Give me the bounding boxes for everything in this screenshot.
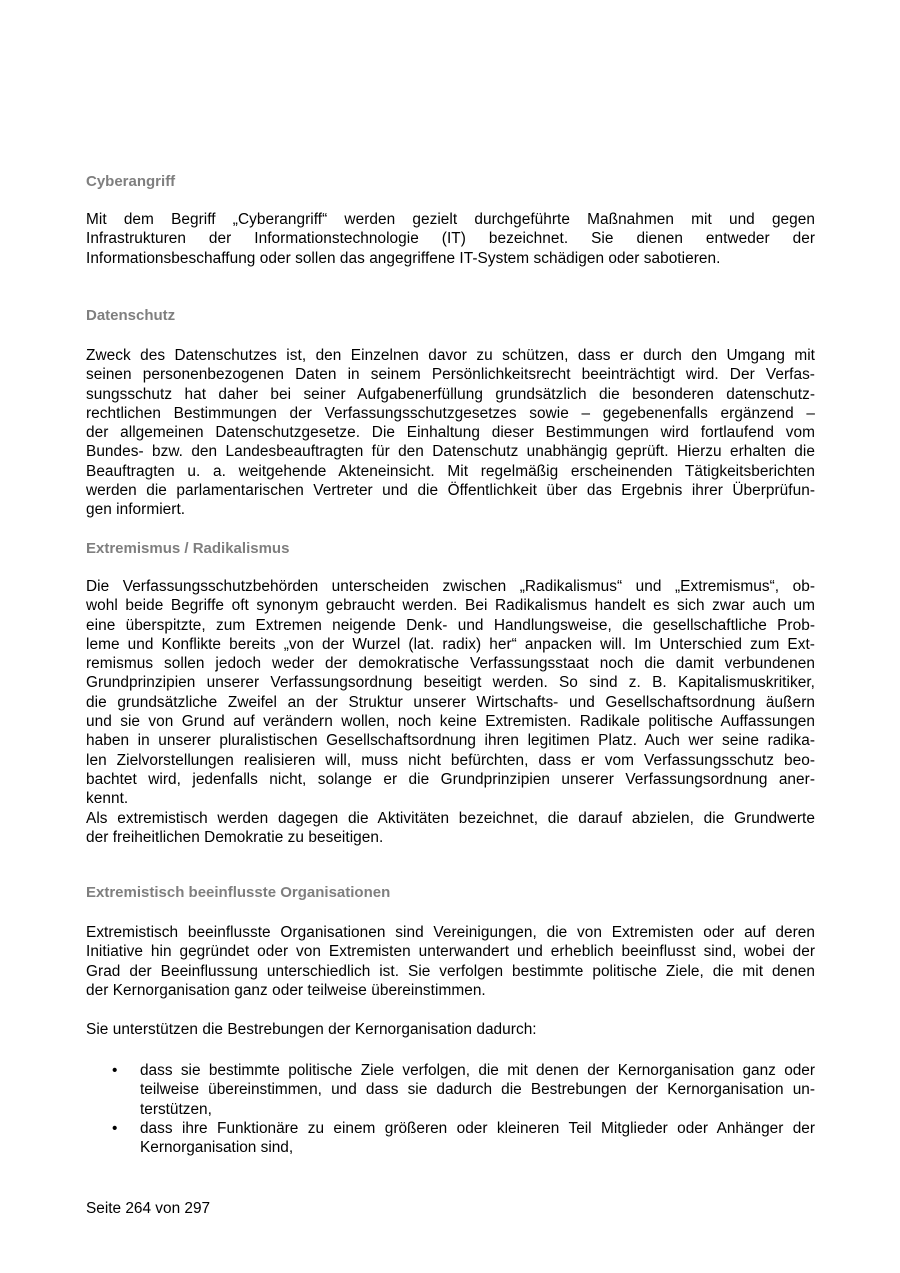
text-line: sungsschutz hat daher bei seiner Aufgabenerfüllung grundsätzlich die besonderen datenschutz-	[86, 385, 815, 403]
text-line: Extremistisch beeinflusste Organisationen sind Vereinigungen, die von Extremisten oder auf deren	[86, 924, 815, 941]
text-line: teilweise übereinstimmen, und dass sie dadurch die Bestrebungen der Kernorganisation un-	[140, 1081, 815, 1099]
text-line: gen informiert.	[86, 501, 186, 519]
page-number: Seite 264 von 297	[86, 1200, 211, 1217]
text-line: dass ihre Funktionäre zu einem größeren oder kleineren Teil Mitglieder oder Anhänger der	[140, 1119, 815, 1137]
paragraph-datenschutz	[86, 346, 815, 520]
text-line: Mit dem Begriff „Cyberangriff“ werden gezielt durchgeführte Maßnahmen mit und gegen	[86, 211, 815, 228]
text-line: Bundes- bzw. den Landesbeauftragten für den Datenschutz unabhängig geprüft. Hierzu erhalten die	[86, 443, 815, 461]
text-line: Sie unterstützen die Bestrebungen der Kernorganisation dadurch:	[86, 1021, 537, 1038]
text-line: wohl beide Begriffe oft synonym gebraucht werden. Bei Radikalismus handelt es sich zwar auch um	[86, 597, 815, 615]
heading-extremismus-radikalismus: Extremismus / Radikalismus	[86, 540, 290, 557]
text-line: Zweck des Datenschutzes ist, den Einzelnen davor zu schützen, dass er durch den Umgang mit	[86, 347, 815, 364]
text-line: werden die parlamentarischen Vertreter und die Öffentlichkeit über das Ergebnis ihrer Überprüfun-	[86, 482, 815, 500]
paragraph-intro	[86, 1020, 815, 1039]
text-line: der allgemeinen Datenschutzgesetze. Die Einhaltung dieser Bestimmungen wird fortlaufend vom	[86, 424, 815, 442]
text-line: Kernorganisation sind,	[140, 1139, 294, 1157]
paragraph-extremistisch-beeinflusste-organisationen	[86, 923, 815, 1000]
bullet-icon: •	[112, 1119, 118, 1137]
text-line: remismus sollen jedoch weder der demokratische Verfassungsstaat noch die damit verbundenen	[86, 655, 815, 673]
text-line: dass sie bestimmte politische Ziele verfolgen, die mit denen der Kernorganisation ganz oder	[140, 1062, 815, 1079]
heading-datenschutz: Datenschutz	[86, 307, 176, 324]
list-item	[86, 1119, 815, 1158]
document-page	[86, 0, 815, 1273]
text-line: Informationsbeschaffung oder sollen das angegriffene IT-System schädigen oder sabotieren.	[86, 249, 721, 267]
text-line: und sie von Grund auf verändern wollen, noch keine Extremisten. Radikale politische Auffassungen	[86, 713, 815, 731]
bullet-icon: •	[112, 1062, 118, 1079]
text-line: kennt.	[86, 790, 129, 808]
text-line: eine überspitzte, zum Extremen neigende Denk- und Handlungsweise, die gesellschaftliche Prob-	[86, 616, 815, 634]
text-line: der freiheitlichen Demokratie zu beseitigen.	[86, 828, 384, 846]
text-line: der Kernorganisation ganz oder teilweise übereinstimmen.	[86, 981, 486, 999]
paragraph-extremismus-radikalismus	[86, 577, 815, 847]
paragraph-cyberangriff	[86, 210, 815, 268]
text-line: Infrastrukturen der Informationstechnologie (IT) bezeichnet. Sie dienen entweder der	[86, 230, 815, 248]
text-line: Grundprinzipien unserer Verfassungsordnung beseitigt werden. So sind z. B. Kapitalismuskritiker,	[86, 674, 815, 692]
text-line: Grad der Beeinflussung unterschiedlich ist. Sie verfolgen bestimmte politische Ziele, die mit denen	[86, 962, 815, 980]
text-line: Initiative hin gegründet oder von Extremisten unterwandert und erheblich beeinflusst sind, wobei der	[86, 943, 815, 961]
text-line: Die Verfassungsschutzbehörden unterscheiden zwischen „Radikalismus“ und „Extremismus“, ob-	[86, 578, 815, 595]
bullet-list	[86, 1061, 815, 1157]
text-line: Als extremistisch werden dagegen die Aktivitäten bezeichnet, die darauf abzielen, die Grundwerte	[86, 809, 815, 827]
text-line: terstützen,	[140, 1100, 212, 1118]
heading-cyberangriff: Cyberangriff	[86, 173, 176, 190]
text-line: len Zielvorstellungen realisieren will, muss nicht befürchten, dass er vom Verfassungsschutz beo-	[86, 751, 815, 769]
text-line: haben in unserer pluralistischen Gesellschaftsordnung ihren legitimen Platz. Auch wer seine radika-	[86, 732, 815, 750]
text-line: leme und Konflikte bereits „von der Wurzel (lat. radix) her“ anpacken will. Im Unterschied zum Ext-	[86, 635, 815, 653]
text-line: rechtlichen Bestimmungen der Verfassungsschutzgesetzes sowie – gegebenenfalls ergänzend –	[86, 404, 815, 422]
heading-extremistisch-beeinflusste-organisationen: Extremistisch beeinflusste Organisationen	[86, 884, 391, 901]
text-line: die grundsätzliche Zweifel an der Struktur unserer Wirtschafts- und Gesellschaftsordnung äußern	[86, 693, 815, 711]
text-line: bachtet wird, jedenfalls nicht, solange er die Grundprinzipien unserer Verfassungsordnung aner-	[86, 770, 815, 788]
text-line: Beauftragten u. a. weitgehende Akteneinsicht. Mit regelmäßig erscheinenden Tätigkeitsberichten	[86, 462, 815, 480]
list-item	[86, 1061, 815, 1119]
text-line: seinen personenbezogenen Daten in seinem Persönlichkeitsrecht beeinträchtigt wird. Der Verfas-	[86, 366, 815, 384]
